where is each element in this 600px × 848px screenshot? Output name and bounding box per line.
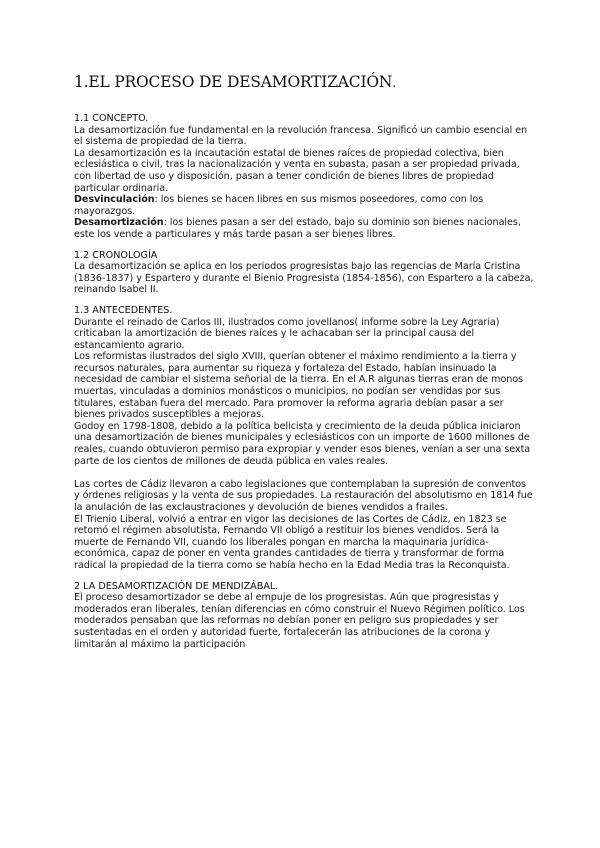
section-heading: 2 LA DESAMORTIZACIÓN DE MENDIZÁBAL. <box>74 580 279 592</box>
paragraph: Durante el reinado de Carlos III, ilustrados como jovellanos( informe sobre la Ley Agraria) criticaban la amortización de bienes raíces y le achacaban ser la principal causa del estancamiento agrario. <box>74 316 500 351</box>
paragraph: Los reformistas ilustrados del siglo XVIII, querían obtener el máximo rendimiento a la tierra y recursos naturales, para aumentar su riqueza y fortaleza del Estado, habían insinuado la necesidad de cambiar el sistema señorial de la tierra. En el A.R algunas tierras eran de monos muertas, vinculadas a dominios monásticos o municipios, no podían ser vendidas por sus titulares, estaban fuera del mercado. Para promover la reforma agraria debían pasar a ser bienes privados susceptibles a mejoras. <box>74 351 524 421</box>
title-text: 1.EL PROCESO DE DESAMORTIZACIÓN <box>74 73 393 91</box>
term-label: Desvinculación <box>74 194 155 206</box>
section-mendizabal <box>74 581 534 651</box>
paragraph: La desamortización es la incautación estatal de bienes raíces de propiedad colectiva, bien eclesiástica o civil, tras la nacionalización y venta en subasta, pasan a ser propiedad privada, con libertad de uso y disposición, pasan a tener condición de bienes libres de propiedad particular ordinaria. <box>74 147 520 194</box>
section-heading: 1.3 ANTECEDENTES. <box>74 304 173 316</box>
section-heading: 1.1 CONCEPTO. <box>74 113 149 124</box>
document-body <box>74 72 534 659</box>
section-cronologia <box>74 250 534 296</box>
title-period: . <box>392 76 396 90</box>
paragraph: Godoy en 1798-1808, debido a la política belicista y crecimiento de la deuda pública iniciaron una desamortización de bienes municipales y eclesiásticos con un importe de 1600 millones de reales, cuando obtuvieron permiso para expropiar y vender esos bienes, venían a ser una sexta parte de los cientos de millones de deuda pública en vales reales. <box>74 420 531 467</box>
paragraph-spacer <box>74 467 534 479</box>
section-heading: 1.2 CRONOLOGÍA <box>74 249 158 261</box>
term-label: Desamortización <box>74 217 164 229</box>
term-definition: : los bienes pasan a ser del estado, bajo su dominio son bienes nacionales, este los vende a particulares y más tarde pasan a ser bienes libres. <box>74 217 521 240</box>
paragraph: Las cortes de Cádiz llevaron a cabo legislaciones que contemplaban la supresión de conventos y órdenes religiosas y la venta de sus propiedades. La restauración del absolutismo en 1814 fue la anulación de las exclaustraciones y devolución de bienes vendidos a frailes. <box>74 478 533 513</box>
definition-desvinculacion <box>74 194 534 217</box>
section-antecedentes <box>74 305 534 572</box>
document-title <box>74 72 534 93</box>
paragraph: El proceso desamortizador se debe al empuje de los progresistas. Aún que progresistas y moderados eran liberales, tenían diferencias en cómo construir el Nuevo Régimen político. Los moderados pensaban que las reformas no debían poner en peligro sus propiedades y ser sustentadas en el orden y autoridad fuerte, fortalecerán las atribuciones de la corona y limitarán al máximo la participación <box>74 592 525 650</box>
paragraph: El Trienio Liberal, volvió a entrar en vigor las decisiones de las Cortes de Cádiz, en 1823 se retomó el régimen absolutista, Fernando VII obligó a restituir los bienes vendidos. Será la muerte de Fernando VII, cuando los liberales pongan en marcha la maquinaria jurídica-económica, capaz de poner en venta grandes cantidades de tierra y transformar de forma radical la propiedad de la tierra como se había hecho en la Edad Media tras la Reconquista. <box>74 513 510 571</box>
paragraph: La desamortización se aplica en los periodos progresistas bajo las regencias de María Cristina (1836-1837) y Espartero y durante el Bienio Progresista (1854-1856), con Espartero a la cabeza, reinando Isabel II. <box>74 261 534 296</box>
section-concepto <box>74 113 534 241</box>
term-definition: : los bienes se hacen libres en sus mismos poseedores, como con los mayorazgos. <box>74 194 484 217</box>
paragraph: La desamortización fue fundamental en la revolución francesa. Significó un cambio esencial en el sistema de propiedad de la tierra. <box>74 124 528 148</box>
definition-desamortizacion <box>74 217 534 240</box>
